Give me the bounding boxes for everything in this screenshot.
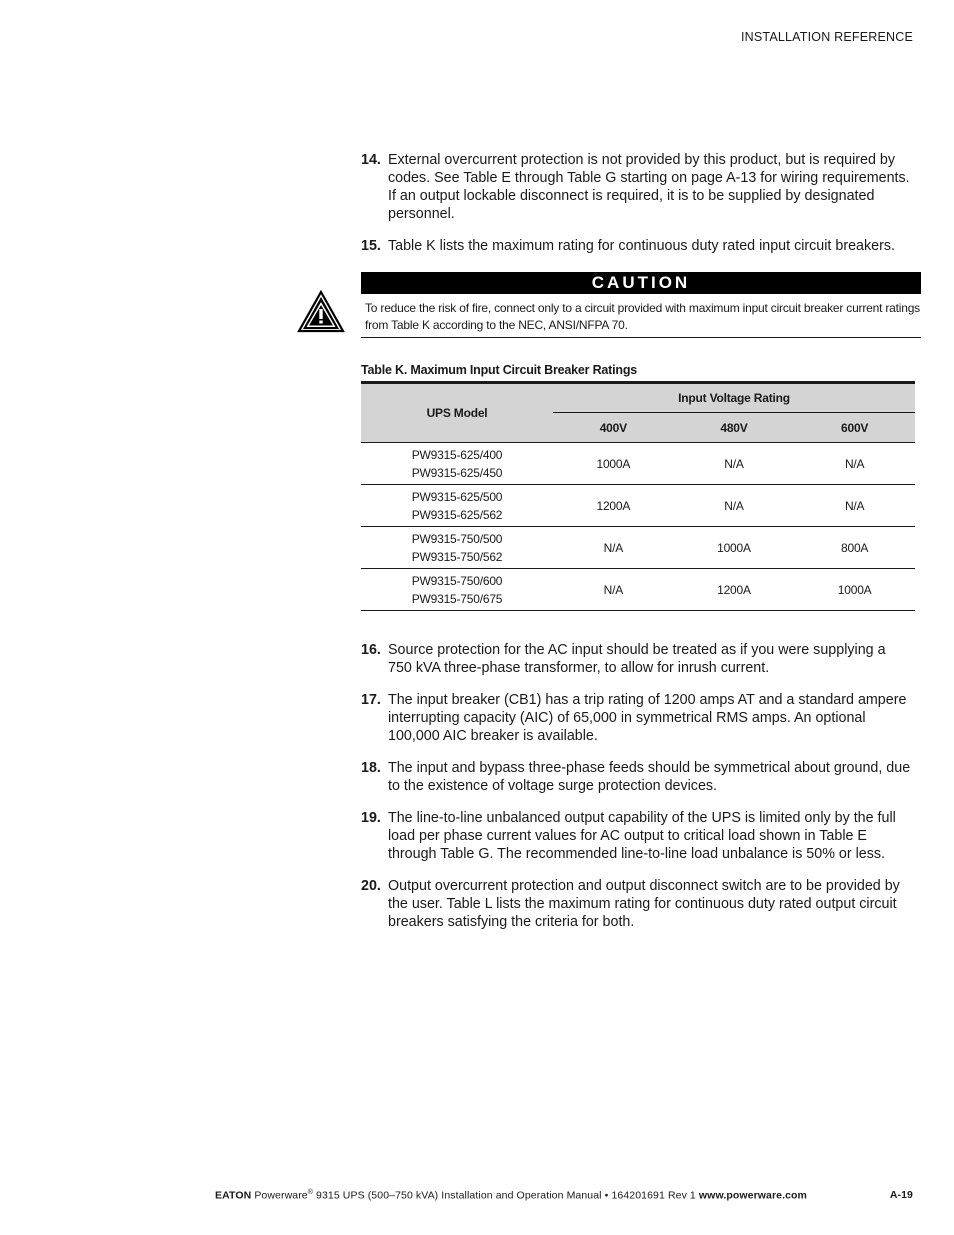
column-header-ups-model: UPS Model xyxy=(361,383,553,443)
rating-480v: 1200A xyxy=(674,569,795,611)
rating-600v: N/A xyxy=(794,485,915,527)
rating-480v: N/A xyxy=(674,443,795,485)
model-name: PW9315-625/562 xyxy=(411,507,503,522)
table-title: Table K. Maximum Input Circuit Breaker Ratings xyxy=(361,363,638,377)
column-header-480v: 480V xyxy=(674,413,795,443)
model-cell xyxy=(361,485,553,527)
list-item-16 xyxy=(361,641,913,677)
rating-600v: 800A xyxy=(794,527,915,569)
list-item-19 xyxy=(361,809,913,863)
table-row xyxy=(361,569,915,611)
table-row xyxy=(361,485,915,527)
model-name: PW9315-625/500 xyxy=(411,489,503,504)
footer-doc-number: 164201691 Rev 1 xyxy=(611,1189,696,1202)
rating-600v: N/A xyxy=(794,443,915,485)
footer-website: www.powerware.com xyxy=(698,1189,807,1202)
item-text: The input and bypass three-phase feeds should be symmetrical about ground, due to the existence of voltage surge protection devices. xyxy=(388,760,911,794)
column-header-400v: 400V xyxy=(553,413,674,443)
list-item-15 xyxy=(361,237,913,255)
running-header: INSTALLATION REFERENCE xyxy=(740,30,913,44)
breaker-ratings-table xyxy=(361,381,915,611)
item-text: Source protection for the AC input should be treated as if you were supplying a 750 kVA three-phase transformer, to allow for inrush current. xyxy=(388,642,886,676)
item-number: 14. xyxy=(361,152,381,168)
rating-600v: 1000A xyxy=(794,569,915,611)
item-text: The line-to-line unbalanced output capability of the UPS is limited only by the full load per phase current values for AC output to critical load shown in Table E through Table G. The recommended line-to-line load unbalance is 50% or less. xyxy=(388,810,896,862)
item-number: 15. xyxy=(361,238,381,254)
rating-480v: N/A xyxy=(674,485,795,527)
item-text: Output overcurrent protection and output disconnect switch are to be provided by the user. Table L lists the maximum rating for continuous duty rated output circuit breakers satisfying the criteria for both. xyxy=(388,878,900,930)
table-row xyxy=(361,443,915,485)
rating-400v: N/A xyxy=(553,527,674,569)
column-header-600v: 600V xyxy=(794,413,915,443)
item-number: 16. xyxy=(361,642,381,658)
column-group-header-input-voltage: Input Voltage Rating xyxy=(553,383,915,413)
model-name: PW9315-750/675 xyxy=(411,591,503,606)
item-text: Table K lists the maximum rating for continuous duty rated input circuit breakers. xyxy=(388,238,895,254)
footer-product: Powerware xyxy=(254,1189,308,1202)
item-text: External overcurrent protection is not provided by this product, but is required by codes. See Table E through Table G starting on page A-13 for wiring requirements. If an output lockable disconnect is required, it is to be supplied by designated personnel. xyxy=(388,152,910,222)
rating-480v: 1000A xyxy=(674,527,795,569)
caution-notice xyxy=(361,272,921,338)
page-content xyxy=(361,151,920,931)
list-item-17 xyxy=(361,691,913,745)
list-item-14 xyxy=(361,151,913,223)
item-text: The input breaker (CB1) has a trip rating of 1200 amps AT and a standard ampere interrupting capacity (AIC) of 65,000 in symmetrical RMS amps. An optional 100,000 AIC breaker is available. xyxy=(388,692,907,744)
model-name: PW9315-625/450 xyxy=(411,465,503,480)
rating-400v: 1200A xyxy=(553,485,674,527)
table-row xyxy=(361,527,915,569)
rating-400v: N/A xyxy=(553,569,674,611)
lower-list xyxy=(361,641,913,931)
caution-text: To reduce the risk of fire, connect only to a circuit provided with maximum input circuit breaker current ratings from Table K according to the NEC, ANSI/NFPA 70. xyxy=(361,294,921,338)
model-cell xyxy=(361,443,553,485)
footer-manual-title: 9315 UPS (500–750 kVA) Installation and Operation Manual xyxy=(316,1189,602,1202)
model-name: PW9315-750/500 xyxy=(411,531,503,546)
list-item-18 xyxy=(361,759,913,795)
caution-label: CAUTION xyxy=(361,272,921,294)
rating-400v: 1000A xyxy=(553,443,674,485)
footer-brand: EATON xyxy=(215,1189,252,1202)
registered-mark: ® xyxy=(307,1189,313,1196)
item-number: 18. xyxy=(361,760,381,776)
item-number: 17. xyxy=(361,692,381,708)
item-number: 19. xyxy=(361,810,381,826)
model-cell xyxy=(361,527,553,569)
page-number: A-19 xyxy=(889,1189,913,1201)
model-cell xyxy=(361,569,553,611)
model-name: PW9315-625/400 xyxy=(411,447,503,462)
model-name: PW9315-750/562 xyxy=(411,549,503,564)
warning-triangle-icon xyxy=(297,290,345,334)
model-name: PW9315-750/600 xyxy=(411,573,503,588)
list-item-20 xyxy=(361,877,913,931)
item-number: 20. xyxy=(361,878,381,894)
footer-bullet: • xyxy=(604,1189,609,1202)
footer-text xyxy=(215,1189,807,1202)
